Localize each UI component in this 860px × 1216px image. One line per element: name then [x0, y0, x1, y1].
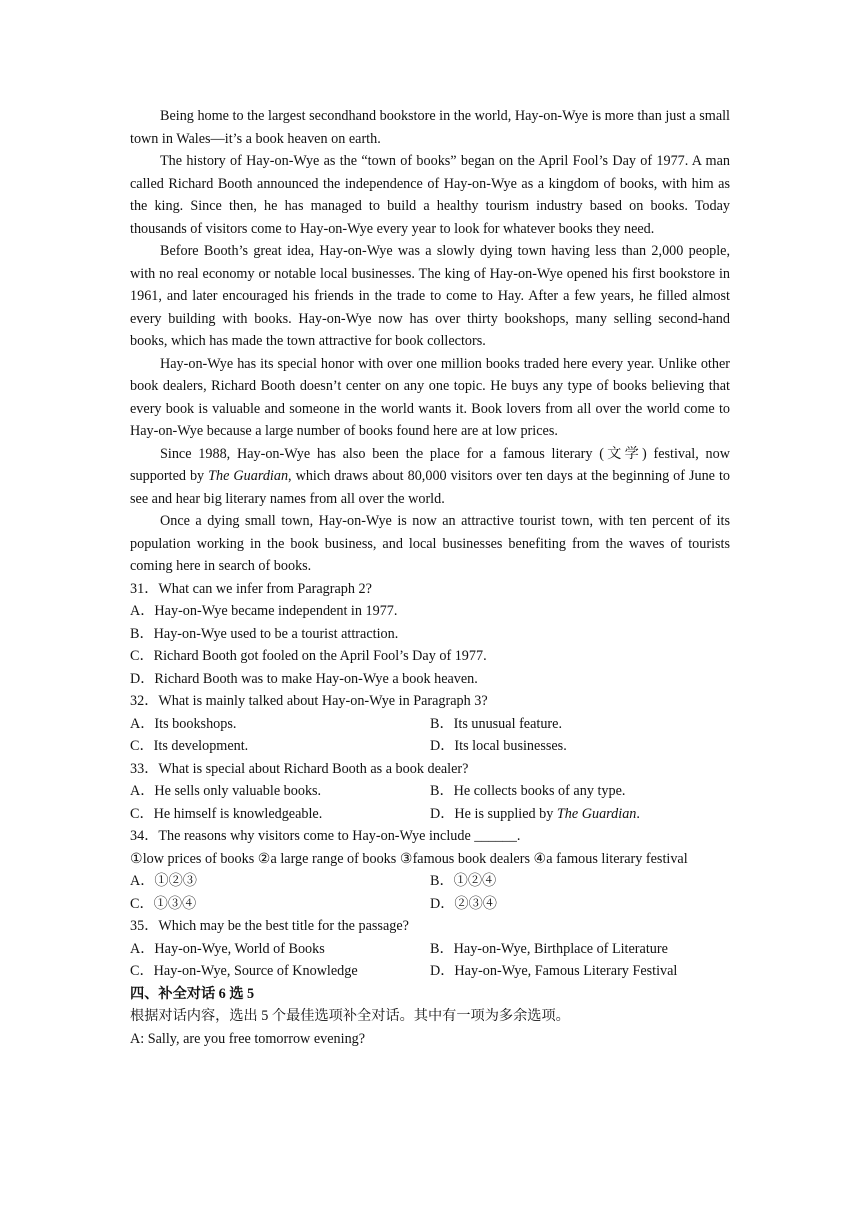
question-35-option-d: D．Hay-on-Wye, Famous Literary Festival: [430, 963, 678, 979]
question-32-option-b: B．Its unusual feature.: [430, 715, 562, 732]
passage-paragraph-4: Hay-on-Wye has its special honor with over one million books traded here every year. Unlike other book dealers, Richard Booth doesn’t center on any one topic. He buys any type of books believing that every book is valuable and someone in the world wants it. Book lovers from all over the world come to Hay-on-Wye because a large number of books found here are at low prices.: [130, 355, 730, 439]
exam-page: [130, 105, 730, 1050]
question-33-option-c: C．He himself is knowledgeable.: [130, 805, 323, 822]
question-31-option-c: C．Richard Booth got fooled on the April Fool’s Day of 1977.: [130, 648, 487, 664]
question-35-option-c: C．Hay-on-Wye, Source of Knowledge: [130, 963, 358, 979]
question-31-stem: 31．What can we infer from Paragraph 2?: [130, 580, 372, 597]
question-33-option-d-italic: The Guardian: [556, 805, 637, 822]
passage-paragraph-3: Before Booth’s great idea, Hay-on-Wye was a slowly dying town having less than 2,000 people, with no real economy or notable local businesses. The king of Hay-on-Wye opened his first bookstore in 1961, and later encouraged his friends in the trade to come to Hay. After a few years, he filled almost every building with books. Hay-on-Wye now has over thirty bookshops, many selling second-hand books, which has made the town attractive for book collectors.: [130, 243, 730, 349]
question-31-option-a: A．Hay-on-Wye became independent in 1977.: [130, 603, 398, 619]
question-33-stem: 33．What is special about Richard Booth as a book dealer?: [130, 760, 469, 777]
question-34-option-c: C．①③④: [130, 895, 197, 912]
section-4-instruction: 根据对话内容，选出 5 个最佳选项补全对话。其中有一项为多余选项。: [130, 1008, 570, 1024]
question-34-option-b: B．①②④: [430, 873, 497, 889]
question-35-row-1: [130, 938, 730, 961]
question-31-option-d: D．Richard Booth was to make Hay-on-Wye a book heaven.: [130, 670, 478, 687]
question-32-stem: 32．What is mainly talked about Hay-on-Wye in Paragraph 3?: [130, 693, 488, 709]
question-34-option-a: A．①②③: [130, 873, 197, 889]
paragraph-5-text-a: Since 1988, Hay-on-Wye has also been the place for a famous literary (文学) festival, now supported by: [130, 445, 730, 484]
question-32-option-d: D．Its local businesses.: [430, 738, 567, 754]
question-35-row-2: [130, 960, 730, 983]
question-35-option-b: B．Hay-on-Wye, Birthplace of Literature: [430, 940, 668, 957]
question-33-row-2: [130, 803, 730, 826]
question-35-option-a: A．Hay-on-Wye, World of Books: [130, 940, 325, 957]
question-32-option-a: A．Its bookshops.: [130, 715, 237, 732]
question-33-option-b: B．He collects books of any type.: [430, 783, 626, 799]
question-34-stem: 34．The reasons why visitors come to Hay-on-Wye include ______.: [130, 828, 521, 844]
paragraph-5-italic: The Guardian: [208, 468, 289, 484]
question-32-row-2: [130, 735, 730, 758]
question-33-option-a: A．He sells only valuable books.: [130, 783, 322, 799]
passage-paragraph-6: Once a dying small town, Hay-on-Wye is now an attractive tourist town, with ten percent of its population working in the book business, and local businesses benefiting from the waves of tourists coming here in search of books.: [130, 513, 730, 574]
question-33-option-d: [430, 803, 640, 826]
question-33-option-d-text: D．He is supplied by: [430, 805, 557, 822]
question-34-choices: ①low prices of books ②a large range of books ③famous book dealers ④a famous literary festival: [130, 850, 688, 867]
paragraph-5-text-b: , which draws about 80,000 visitors over ten days at the beginning of June to see and hear big literary names from all over the world.: [130, 468, 730, 507]
passage-paragraph-5: [130, 443, 730, 511]
question-34-option-d: D．②③④: [430, 895, 497, 912]
question-33-option-d-end: .: [636, 805, 640, 822]
question-34-row-2: [130, 893, 730, 916]
dialogue-first-line: A: Sally, are you free tomorrow evening?: [130, 1030, 366, 1047]
question-35-stem: 35．Which may be the best title for the passage?: [130, 918, 409, 934]
passage-paragraph-1: Being home to the largest secondhand bookstore in the world, Hay-on-Wye is more than just a small town in Wales—it’s a book heaven on earth.: [130, 108, 730, 147]
question-31-option-b: B．Hay-on-Wye used to be a tourist attraction.: [130, 625, 399, 642]
question-32-option-c: C．Its development.: [130, 738, 249, 754]
question-32-row-1: [130, 713, 730, 736]
question-33-row-1: [130, 780, 730, 803]
passage-paragraph-2: The history of Hay-on-Wye as the “town of books” began on the April Fool’s Day of 1977. A man called Richard Booth announced the independence of Hay-on-Wye as a kingdom of books, with him as the king. Since then, he has managed to build a healthy tourism industry based on books. Today thousands of visitors come to Hay-on-Wye every year to look for whatever books they need.: [130, 153, 730, 237]
section-4-heading: 四、补全对话 6 选 5: [130, 985, 255, 1002]
question-34-row-1: [130, 870, 730, 893]
